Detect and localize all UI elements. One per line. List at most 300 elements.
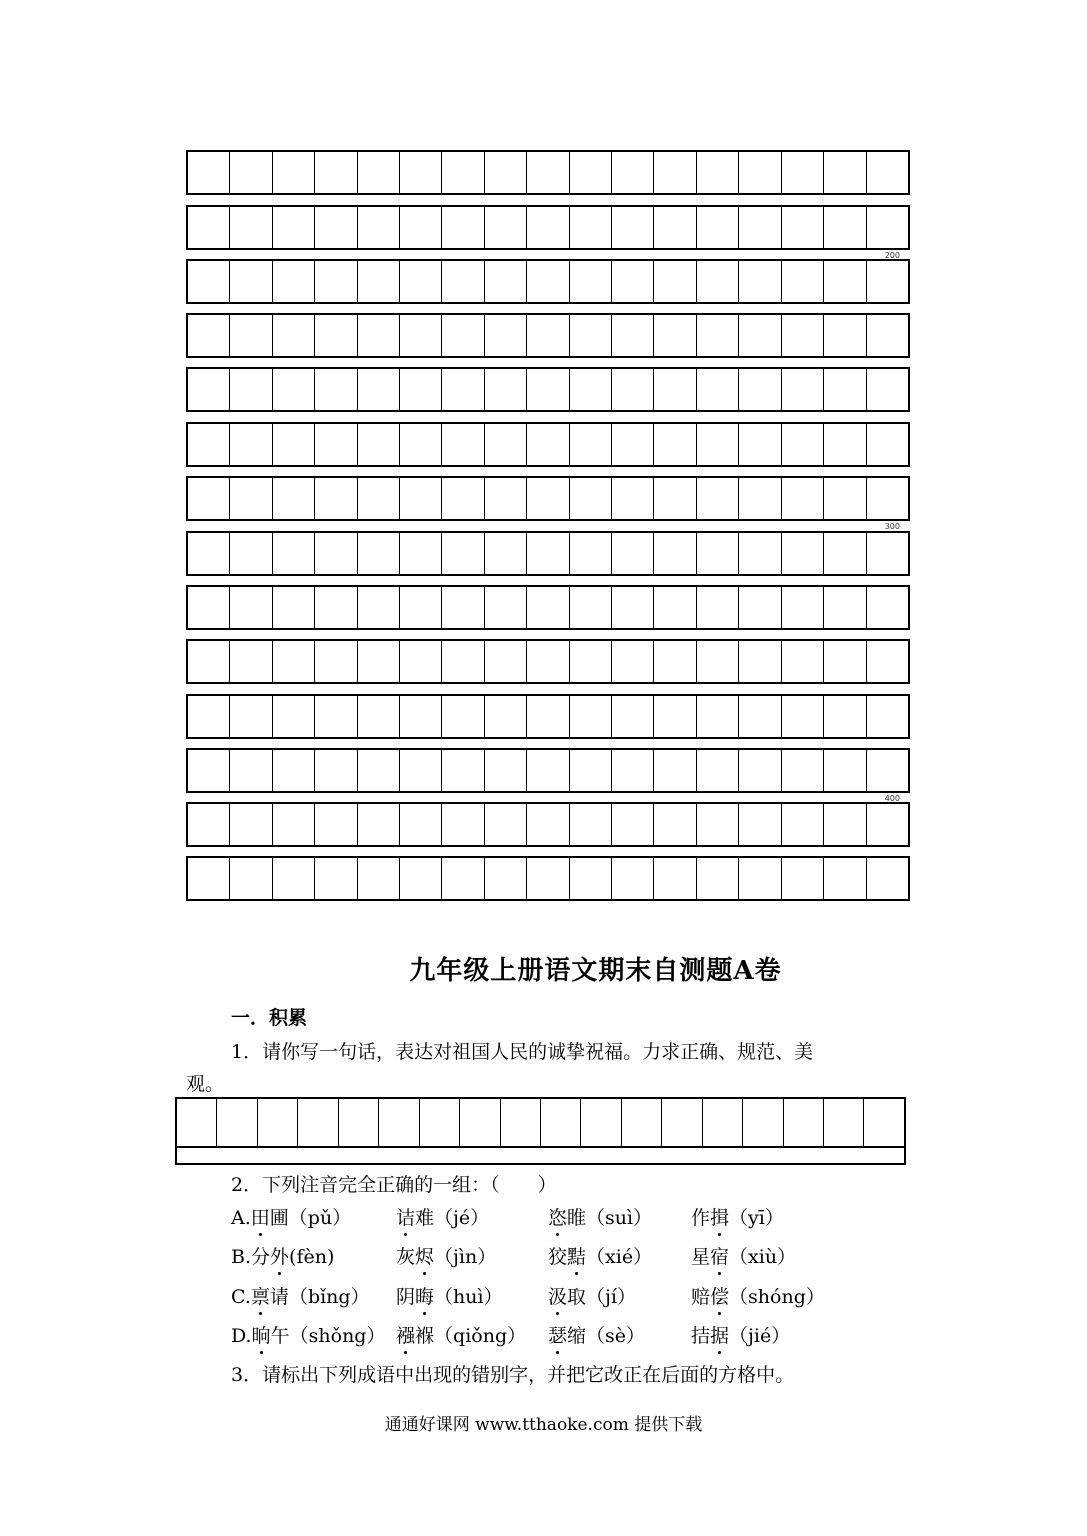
grid-cell[interactable] (781, 858, 823, 899)
grid-cell[interactable] (738, 696, 780, 737)
grid-cell[interactable] (357, 207, 399, 248)
grid-cell[interactable] (314, 587, 356, 628)
grid-cell[interactable] (653, 804, 695, 845)
character: 缩 (567, 1325, 587, 1347)
grid-cell[interactable] (188, 315, 229, 356)
grid-cell[interactable] (526, 804, 568, 845)
grid-cell[interactable] (357, 315, 399, 356)
grid-cell[interactable] (441, 533, 483, 574)
grid-cell[interactable] (823, 696, 865, 737)
grid-cell[interactable] (441, 424, 483, 465)
grid-cell[interactable] (272, 641, 314, 682)
option-label: A. (231, 1207, 251, 1229)
grid-cell[interactable] (314, 696, 356, 737)
grid-cell[interactable] (484, 804, 526, 845)
grid-cell[interactable] (569, 587, 611, 628)
grid-cell[interactable] (357, 696, 399, 737)
grid-cell[interactable] (866, 369, 908, 410)
grid-cell[interactable] (611, 152, 653, 193)
option-item (231, 1242, 334, 1269)
grid-cell[interactable] (696, 858, 738, 899)
grid-cell[interactable] (866, 641, 908, 682)
grid-cell[interactable] (188, 533, 229, 574)
character: 黠 (567, 1242, 586, 1269)
grid-cell[interactable] (272, 152, 314, 193)
grid-cell[interactable] (611, 587, 653, 628)
grid-cell[interactable] (696, 369, 738, 410)
grid-cell[interactable] (188, 804, 229, 845)
grid-cell[interactable] (399, 587, 441, 628)
grid-cell[interactable] (314, 369, 356, 410)
grid-cell[interactable] (399, 750, 441, 791)
grid-cell[interactable] (357, 858, 399, 899)
grid-cell[interactable] (357, 478, 399, 519)
grid-cell[interactable] (357, 369, 399, 410)
grid-cell[interactable] (314, 858, 356, 899)
grid-cell[interactable] (399, 315, 441, 356)
option-item (691, 1242, 796, 1269)
grid-cell[interactable] (653, 641, 695, 682)
grid-cell[interactable] (653, 152, 695, 193)
grid-cell[interactable] (823, 804, 865, 845)
grid-cell[interactable] (484, 152, 526, 193)
option-item (396, 1242, 496, 1269)
grid-cell[interactable] (569, 207, 611, 248)
grid-cell[interactable] (272, 533, 314, 574)
answer-box[interactable] (175, 1097, 906, 1165)
grid-cell[interactable] (823, 315, 865, 356)
grid-cell[interactable] (823, 152, 865, 193)
grid-cell[interactable] (781, 152, 823, 193)
grid-cell[interactable] (272, 207, 314, 248)
grid-cell[interactable] (611, 315, 653, 356)
dotted-character: 恣 (548, 1203, 567, 1230)
grid-cell[interactable] (484, 858, 526, 899)
grid-cell[interactable] (399, 696, 441, 737)
grid-cell[interactable] (611, 533, 653, 574)
grid-cell[interactable] (357, 261, 399, 302)
answer-cell[interactable] (823, 1099, 863, 1146)
answer-cell[interactable] (580, 1099, 620, 1146)
grid-cell[interactable] (866, 261, 908, 302)
grid-cell[interactable] (484, 641, 526, 682)
grid-cell[interactable] (188, 207, 229, 248)
grid-cell[interactable] (484, 261, 526, 302)
grid-cell[interactable] (823, 750, 865, 791)
grid-cell[interactable] (738, 152, 780, 193)
grid-cell[interactable] (611, 369, 653, 410)
grid-cell[interactable] (866, 207, 908, 248)
grid-cell[interactable] (526, 696, 568, 737)
grid-cell[interactable] (272, 804, 314, 845)
grid-cell[interactable] (823, 369, 865, 410)
grid-cell[interactable] (272, 424, 314, 465)
grid-row (186, 476, 910, 521)
grid-cell[interactable] (357, 750, 399, 791)
grid-row (186, 150, 910, 195)
grid-cell[interactable] (484, 587, 526, 628)
grid-cell[interactable] (399, 533, 441, 574)
grid-cell[interactable] (653, 478, 695, 519)
grid-cell[interactable] (823, 478, 865, 519)
grid-cell[interactable] (314, 533, 356, 574)
grid-cell[interactable] (569, 696, 611, 737)
grid-cell[interactable] (399, 478, 441, 519)
grid-cell[interactable] (399, 152, 441, 193)
grid-cell[interactable] (781, 750, 823, 791)
grid-cell[interactable] (399, 207, 441, 248)
grid-cell[interactable] (738, 478, 780, 519)
grid-cell[interactable] (229, 533, 271, 574)
grid-cell[interactable] (272, 369, 314, 410)
answer-cell[interactable] (863, 1099, 903, 1146)
dotted-character: 赔 (691, 1286, 711, 1308)
grid-cell[interactable] (653, 587, 695, 628)
grid-cell[interactable] (611, 641, 653, 682)
option-label: D. (231, 1325, 252, 1347)
grid-cell[interactable] (188, 261, 229, 302)
grid-cell[interactable] (653, 696, 695, 737)
grid-row (186, 313, 910, 358)
grid-cell[interactable] (399, 858, 441, 899)
dotted-character: 诘 (396, 1203, 415, 1230)
grid-cell[interactable] (781, 587, 823, 628)
grid-cell[interactable] (738, 315, 780, 356)
grid-cell[interactable] (781, 207, 823, 248)
answer-cell[interactable] (216, 1099, 256, 1146)
pinyin: （jé） (434, 1207, 490, 1229)
answer-cell[interactable] (257, 1099, 297, 1146)
grid-cell[interactable] (314, 804, 356, 845)
grid-cell[interactable] (738, 804, 780, 845)
grid-cell[interactable] (229, 804, 271, 845)
grid-cell[interactable] (526, 424, 568, 465)
grid-cell[interactable] (611, 424, 653, 465)
grid-cell[interactable] (229, 369, 271, 410)
grid-cell[interactable] (696, 641, 738, 682)
dotted-character: 瑟 (548, 1321, 567, 1348)
grid-cell[interactable] (738, 750, 780, 791)
grid-cell[interactable] (653, 261, 695, 302)
grid-cell[interactable] (272, 858, 314, 899)
answer-cell[interactable] (177, 1099, 216, 1146)
grid-cell[interactable] (696, 315, 738, 356)
character: 偿 (710, 1282, 729, 1309)
grid-cell[interactable] (441, 858, 483, 899)
grid-cell[interactable] (526, 369, 568, 410)
grid-cell[interactable] (526, 207, 568, 248)
grid-cell[interactable] (781, 315, 823, 356)
grid-cell[interactable] (314, 641, 356, 682)
grid-cell[interactable] (484, 750, 526, 791)
grid-cell[interactable] (526, 315, 568, 356)
grid-cell[interactable] (781, 261, 823, 302)
grid-cell[interactable] (696, 533, 738, 574)
grid-cell[interactable] (357, 804, 399, 845)
grid-cell[interactable] (357, 587, 399, 628)
grid-cell[interactable] (229, 587, 271, 628)
grid-cell[interactable] (314, 207, 356, 248)
grid-cell[interactable] (738, 207, 780, 248)
grid-cell[interactable] (611, 696, 653, 737)
grid-cell[interactable] (866, 315, 908, 356)
grid-cell[interactable] (272, 696, 314, 737)
grid-cell[interactable] (781, 696, 823, 737)
question-3-stem: 3．请标出下列成语中出现的错别字，并把它改正在后面的方格中。 (231, 1364, 795, 1386)
grid-cell[interactable] (484, 478, 526, 519)
option-item (691, 1282, 825, 1309)
grid-cell[interactable] (314, 478, 356, 519)
answer-cell[interactable] (742, 1099, 782, 1146)
grid-cell[interactable] (441, 152, 483, 193)
grid-cell[interactable] (484, 696, 526, 737)
grid-row (186, 856, 910, 901)
section-heading: 一．积累 (231, 1007, 308, 1029)
grid-cell[interactable] (866, 858, 908, 899)
answer-cell[interactable] (378, 1099, 418, 1146)
grid-cell[interactable] (272, 587, 314, 628)
grid-cell[interactable] (441, 207, 483, 248)
grid-cell[interactable] (314, 315, 356, 356)
grid-row (186, 694, 910, 739)
answer-cell[interactable] (621, 1099, 661, 1146)
grid-cell[interactable] (441, 587, 483, 628)
grid-cell[interactable] (866, 750, 908, 791)
answer-cell[interactable] (702, 1099, 742, 1146)
grid-row (186, 367, 910, 412)
grid-cell[interactable] (569, 424, 611, 465)
answer-cell[interactable] (459, 1099, 499, 1146)
grid-cell[interactable] (272, 261, 314, 302)
grid-cell[interactable] (272, 315, 314, 356)
grid-cell[interactable] (611, 478, 653, 519)
dotted-character: 狡 (548, 1246, 568, 1268)
grid-cell[interactable] (653, 207, 695, 248)
answer-cell[interactable] (661, 1099, 701, 1146)
pinyin: （xiù） (729, 1246, 797, 1268)
grid-cell[interactable] (526, 261, 568, 302)
grid-cell[interactable] (229, 641, 271, 682)
grid-cell[interactable] (866, 804, 908, 845)
grid-cell[interactable] (696, 750, 738, 791)
grid-cell[interactable] (569, 641, 611, 682)
grid-cell[interactable] (866, 696, 908, 737)
answer-cell[interactable] (500, 1099, 540, 1146)
grid-cell[interactable] (526, 152, 568, 193)
grid-cell[interactable] (399, 424, 441, 465)
grid-cell[interactable] (738, 587, 780, 628)
grid-cell[interactable] (441, 750, 483, 791)
grid-cell[interactable] (866, 478, 908, 519)
option-item (231, 1282, 370, 1309)
grid-cell[interactable] (272, 478, 314, 519)
grid-cell[interactable] (229, 750, 271, 791)
grid-cell[interactable] (188, 641, 229, 682)
grid-cell[interactable] (866, 533, 908, 574)
grid-cell[interactable] (229, 207, 271, 248)
grid-cell[interactable] (823, 261, 865, 302)
answer-cell[interactable] (783, 1099, 823, 1146)
grid-cell[interactable] (569, 858, 611, 899)
answer-cell[interactable] (419, 1099, 459, 1146)
grid-cell[interactable] (357, 424, 399, 465)
grid-cell[interactable] (781, 533, 823, 574)
dotted-character: 汲 (548, 1282, 567, 1309)
grid-cell[interactable] (188, 858, 229, 899)
option-item (231, 1203, 351, 1230)
grid-cell[interactable] (611, 261, 653, 302)
grid-cell[interactable] (696, 424, 738, 465)
option-item (396, 1203, 489, 1230)
grid-cell[interactable] (188, 369, 229, 410)
grid-cell[interactable] (781, 804, 823, 845)
pinyin: (fèn) (289, 1246, 335, 1268)
grid-cell[interactable] (441, 369, 483, 410)
grid-cell[interactable] (823, 424, 865, 465)
grid-cell[interactable] (781, 641, 823, 682)
grid-cell[interactable] (569, 804, 611, 845)
grid-cell[interactable] (314, 261, 356, 302)
grid-cell[interactable] (314, 424, 356, 465)
grid-cell[interactable] (738, 533, 780, 574)
character: 烬 (415, 1242, 434, 1269)
grid-cell[interactable] (653, 369, 695, 410)
grid-cell[interactable] (526, 641, 568, 682)
grid-cell[interactable] (569, 533, 611, 574)
grid-cell[interactable] (272, 750, 314, 791)
grid-cell[interactable] (738, 858, 780, 899)
grid-cell[interactable] (823, 207, 865, 248)
answer-cell[interactable] (297, 1099, 337, 1146)
grid-cell[interactable] (781, 478, 823, 519)
grid-cell[interactable] (653, 858, 695, 899)
grid-row (186, 748, 910, 793)
grid-cell[interactable] (738, 641, 780, 682)
grid-cell[interactable] (653, 315, 695, 356)
grid-cell[interactable] (653, 750, 695, 791)
grid-cell[interactable] (441, 804, 483, 845)
grid-cell[interactable] (484, 207, 526, 248)
grid-cell[interactable] (357, 533, 399, 574)
grid-cell[interactable] (441, 696, 483, 737)
grid-cell[interactable] (866, 587, 908, 628)
grid-cell[interactable] (441, 261, 483, 302)
grid-cell[interactable] (188, 478, 229, 519)
grid-cell[interactable] (738, 424, 780, 465)
grid-cell[interactable] (696, 696, 738, 737)
grid-row (186, 259, 910, 304)
grid-cell[interactable] (823, 533, 865, 574)
grid-cell[interactable] (569, 478, 611, 519)
grid-cell[interactable] (569, 315, 611, 356)
grid-cell[interactable] (441, 315, 483, 356)
grid-cell[interactable] (188, 152, 229, 193)
answer-cell[interactable] (540, 1099, 580, 1146)
grid-cell[interactable] (484, 369, 526, 410)
grid-cell[interactable] (526, 587, 568, 628)
grid-cell[interactable] (188, 696, 229, 737)
pinyin: （shóng） (729, 1286, 825, 1308)
grid-cell[interactable] (526, 858, 568, 899)
grid-cell[interactable] (526, 750, 568, 791)
grid-cell[interactable] (696, 207, 738, 248)
grid-cell[interactable] (188, 750, 229, 791)
grid-cell[interactable] (441, 641, 483, 682)
option-item (548, 1242, 652, 1269)
grid-row (186, 802, 910, 847)
grid-cell[interactable] (738, 369, 780, 410)
grid-cell[interactable] (229, 424, 271, 465)
grid-cell[interactable] (399, 261, 441, 302)
grid-cell[interactable] (696, 261, 738, 302)
grid-cell[interactable] (229, 478, 271, 519)
grid-cell[interactable] (823, 641, 865, 682)
grid-cell[interactable] (357, 152, 399, 193)
grid-cell[interactable] (569, 152, 611, 193)
grid-cell[interactable] (569, 369, 611, 410)
grid-cell[interactable] (781, 369, 823, 410)
grid-cell[interactable] (229, 858, 271, 899)
grid-cell[interactable] (738, 261, 780, 302)
grid-cell[interactable] (866, 424, 908, 465)
grid-cell[interactable] (823, 587, 865, 628)
grid-cell[interactable] (188, 424, 229, 465)
answer-cell[interactable] (338, 1099, 378, 1146)
grid-cell[interactable] (399, 641, 441, 682)
grid-cell[interactable] (866, 152, 908, 193)
grid-cell[interactable] (399, 369, 441, 410)
grid-cell[interactable] (229, 696, 271, 737)
grid-cell[interactable] (314, 152, 356, 193)
grid-cell[interactable] (399, 804, 441, 845)
grid-cell[interactable] (441, 478, 483, 519)
grid-cell[interactable] (229, 315, 271, 356)
grid-cell[interactable] (696, 587, 738, 628)
pinyin: （bǐng） (288, 1286, 370, 1308)
option-item (691, 1321, 790, 1348)
grid-cell[interactable] (696, 152, 738, 193)
character: 睢 (567, 1207, 587, 1229)
grid-cell[interactable] (314, 750, 356, 791)
grid-cell[interactable] (526, 533, 568, 574)
grid-cell[interactable] (611, 207, 653, 248)
grid-cell[interactable] (188, 587, 229, 628)
grid-cell[interactable] (484, 424, 526, 465)
grid-cell[interactable] (823, 858, 865, 899)
grid-cell[interactable] (611, 750, 653, 791)
grid-cell[interactable] (696, 478, 738, 519)
question-1-line1: 1．请你写一句话，表达对祖国人民的诚挚祝福。力求正确、规范、美 (231, 1041, 814, 1063)
grid-cell[interactable] (611, 804, 653, 845)
grid-cell[interactable] (484, 533, 526, 574)
exam-title: 九年级上册语文期末自测题A卷 (409, 956, 782, 986)
dotted-character: 田 (251, 1203, 270, 1230)
grid-cell[interactable] (653, 533, 695, 574)
grid-cell[interactable] (653, 424, 695, 465)
grid-cell[interactable] (569, 750, 611, 791)
grid-cell[interactable] (696, 804, 738, 845)
grid-cell[interactable] (229, 152, 271, 193)
grid-cell[interactable] (526, 478, 568, 519)
grid-cell[interactable] (611, 858, 653, 899)
grid-cell[interactable] (781, 424, 823, 465)
pinyin: （jí） (586, 1286, 636, 1308)
grid-cell[interactable] (357, 641, 399, 682)
grid-cell[interactable] (229, 261, 271, 302)
grid-cell[interactable] (484, 315, 526, 356)
grid-cell[interactable] (569, 261, 611, 302)
option-item (548, 1321, 645, 1348)
